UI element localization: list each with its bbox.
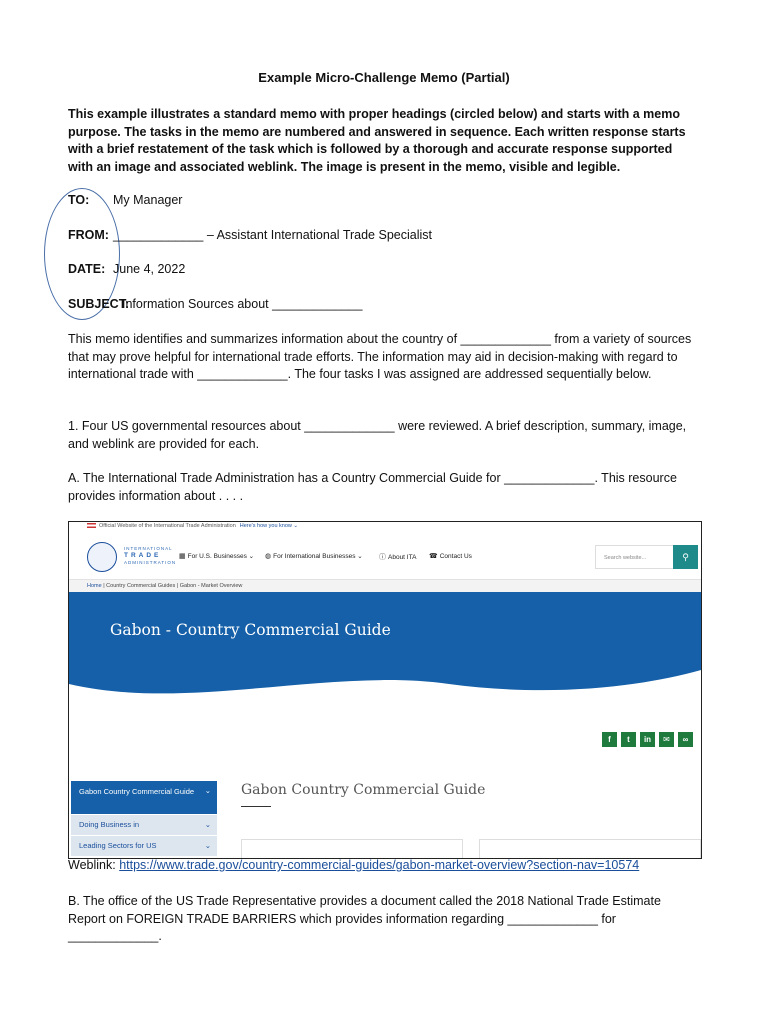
nav-international-businesses[interactable] [265,552,363,560]
sidebar-label: Gabon Country Commercial Guide [79,787,195,796]
linkedin-icon[interactable]: in [640,732,655,747]
content-card [241,839,463,859]
to-label: TO: [68,193,90,207]
date-label: DATE: [68,262,106,276]
memo-intro: This example illustrates a standard memo with proper headings (circled below) and starts with a memo purpose. The tasks in the memo are numbered and answered in sequence. Each written response starts with a brief restatement of the task which is followed by a thorough and accurate response supported with an image and associated weblink. The image is present in the memo, visible and legible. [68,107,686,174]
info-icon: ⓘ [379,554,386,561]
weblink-label: Weblink: [68,858,120,872]
subject-value: Information Sources about _____________ [122,297,363,311]
phone-icon: ☎ [429,553,438,560]
sidebar-label: Leading Sectors for US [79,841,157,850]
from-label: FROM: [68,228,109,242]
weblink-line [68,857,700,875]
subject-label: SUBJECT: [68,297,130,311]
brand-line-3: ADMINISTRATION [124,560,177,565]
nav-label: For International Businesses ⌄ [273,553,363,560]
sidebar-item-doing-business[interactable] [71,815,217,835]
hero-title: Gabon - Country Commercial Guide [110,621,391,639]
task-1: 1. Four US governmental resources about _____________ were reviewed. A brief description, summary, image, and weblink are provided for each. [68,419,687,451]
date-heading [68,262,186,276]
to-value: My Manager [113,193,183,207]
sidebar-nav [71,781,217,857]
search-button[interactable] [673,545,698,569]
to-heading [68,193,183,207]
email-icon[interactable]: ✉ [659,732,674,747]
official-site-text: Official Website of the International Trade Administration [99,523,236,529]
heres-how-link[interactable]: Here's how you know ⌄ [239,523,299,529]
memo-title: Example Micro-Challenge Memo (Partial) [258,70,510,85]
twitter-icon[interactable]: t [621,732,636,747]
nav-label: About ITA [388,554,417,561]
hero-wave [69,592,701,722]
chevron-down-icon: ⌄ [204,841,211,850]
sidebar-item-leading-sectors[interactable] [71,836,217,856]
subject-heading [68,297,363,311]
nav-contact-us[interactable] [429,552,472,560]
from-heading [68,228,432,242]
link-icon[interactable]: ∞ [678,732,693,747]
hero-banner [69,592,701,722]
content-title: Gabon Country Commercial Guide [241,782,486,798]
date-value: June 4, 2022 [113,262,186,276]
from-value: _____________ – Assistant International Trade Specialist [113,228,432,242]
nav-label: Contact Us [439,553,472,560]
breadcrumb-trail: | Country Commercial Guides | Gabon - Market Overview [103,583,243,589]
official-site-bar [69,522,702,530]
chevron-down-icon: ⌄ [204,820,211,829]
sidebar-label: Doing Business in [79,820,140,829]
sidebar-item-country-guide[interactable] [71,781,217,814]
chevron-down-icon: ⌄ [204,786,211,795]
breadcrumb [69,579,701,593]
content-card [479,839,701,859]
facebook-icon[interactable]: f [602,732,617,747]
title-underline [241,806,271,807]
brand-line-1: INTERNATIONAL [124,546,173,551]
memo-purpose: This memo identifies and summarizes information about the country of _____________ from a variety of sources that may prove helpful for international trade efforts. The information may aid in decision-making with regard to international trade with _____________. The four tasks I was assigned are addressed sequentially below. [68,332,692,381]
search-icon: ⚲ [682,552,689,562]
weblink-url[interactable]: https://www.trade.gov/country-commercial-guides/gabon-market-overview?section-nav=10574 [119,858,640,872]
ita-seal-logo [87,542,117,572]
nav-label: For U.S. Businesses ⌄ [187,553,255,560]
brand-line-2: TRADE [124,552,162,559]
globe-icon: ◍ [265,553,272,560]
ita-wordmark [124,545,176,566]
ita-website-screenshot [68,521,702,859]
search-input[interactable]: Search website... [595,545,677,569]
us-flag-icon [87,523,96,528]
task-1a: A. The International Trade Administration has a Country Commercial Guide for _____________. This resource provides information about . . . . [68,471,677,503]
nav-us-businesses[interactable] [179,552,254,560]
building-icon: ▦ [179,553,186,560]
nav-about-ita[interactable] [379,552,416,562]
task-1b: B. The office of the US Trade Representative provides a document called the 2018 National Trade Estimate Report on FOREIGN TRADE BARRIERS which provides information regarding _____________ for _____________. [68,894,661,943]
breadcrumb-home[interactable]: Home [87,583,102,589]
